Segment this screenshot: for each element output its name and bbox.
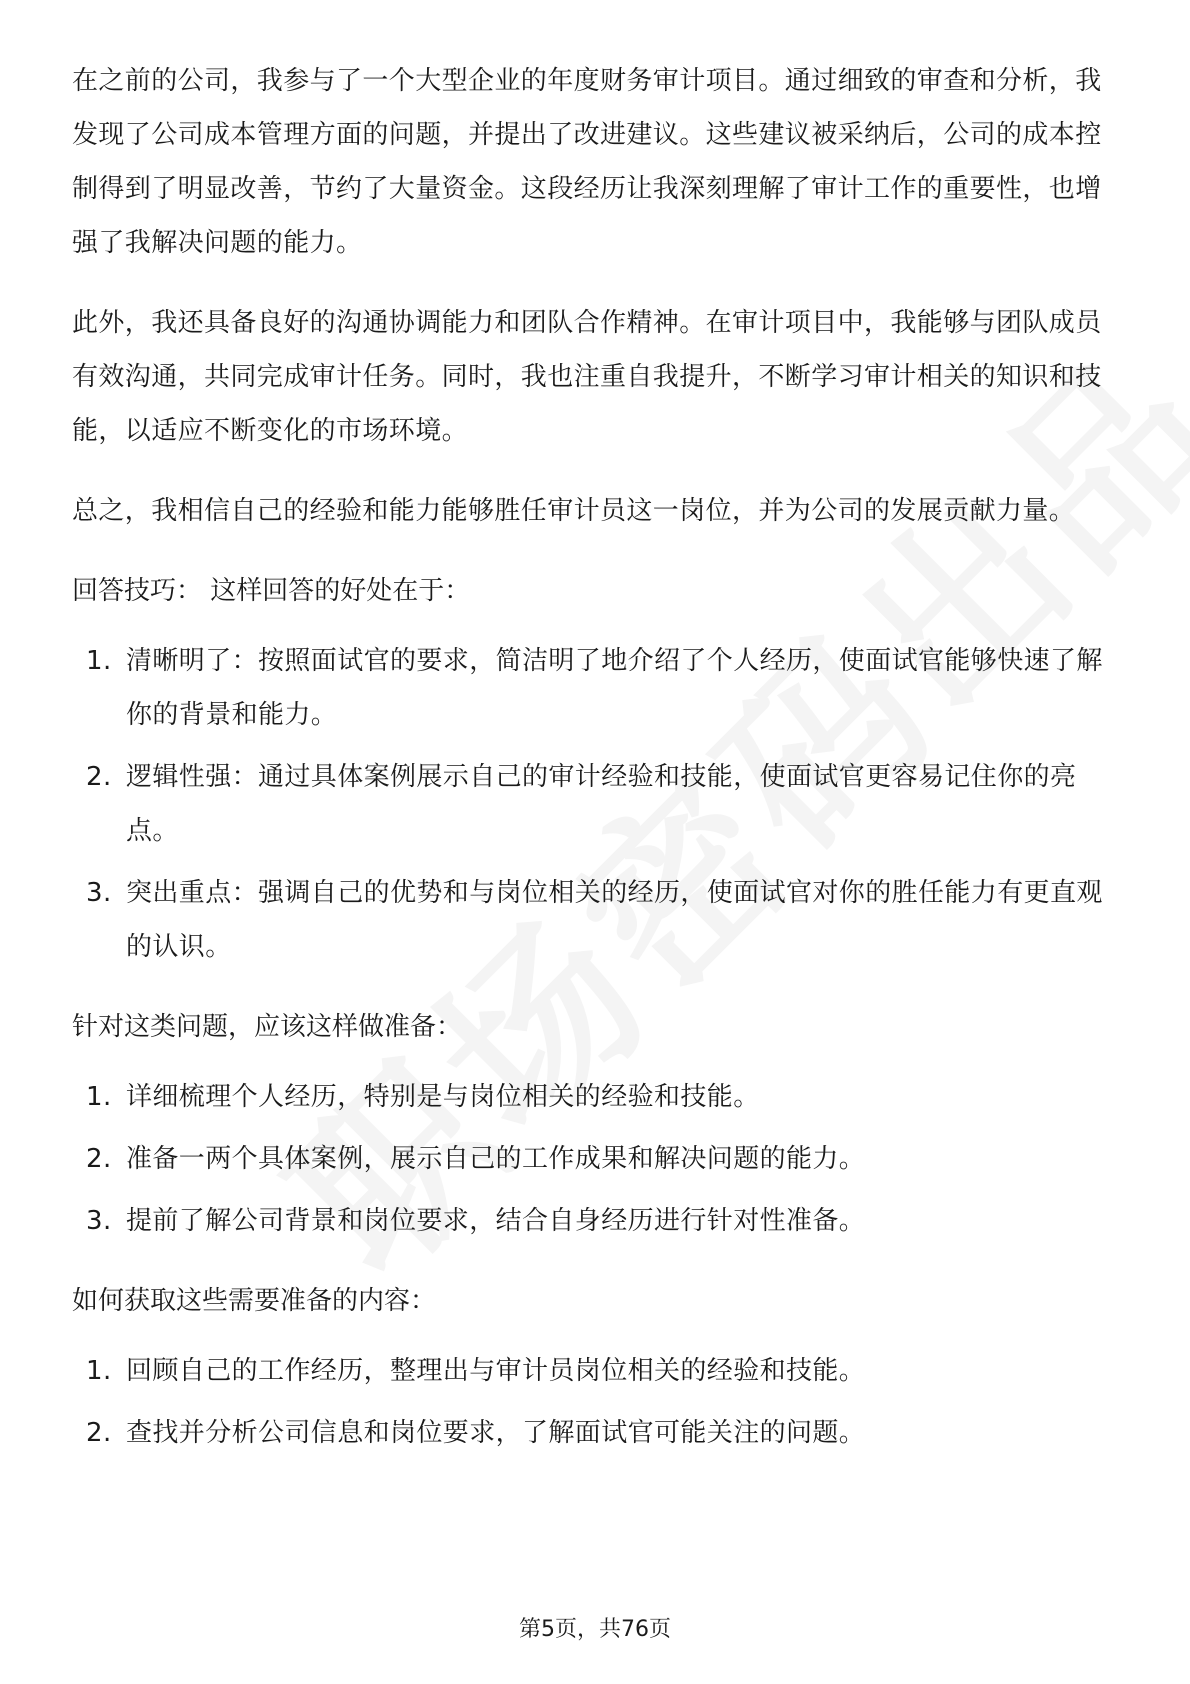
tips-heading: 回答技巧： 这样回答的好处在于：: [72, 576, 471, 606]
obtain-list: [72, 1344, 1118, 1460]
tips-list: [72, 634, 1118, 974]
paragraph-summary: 总之，我相信自己的经验和能力能够胜任审计员这一岗位，并为公司的发展贡献力量。: [72, 496, 1076, 526]
list-item: [72, 1194, 1118, 1248]
prepare-list: [72, 1070, 1118, 1248]
obtain-heading: 如何获取这些需要准备的内容：: [72, 1286, 437, 1316]
list-item: [72, 1344, 1118, 1398]
list-item-text: 详细梳理个人经历，特别是与岗位相关的经验和技能。: [126, 1082, 760, 1112]
list-item-text: 突出重点：强调自己的优势和与岗位相关的经历，使面试官对你的胜任能力有更直观的认识。: [126, 878, 1103, 962]
list-item-text: 回顾自己的工作经历，整理出与审计员岗位相关的经验和技能。: [126, 1356, 866, 1386]
list-number: 1.: [86, 1356, 112, 1386]
document-page: [72, 54, 1118, 1486]
list-number: 2.: [86, 1144, 112, 1174]
list-item-text: 准备一两个具体案例，展示自己的工作成果和解决问题的能力。: [126, 1144, 866, 1174]
list-number: 2.: [86, 1418, 112, 1448]
list-item-text: 提前了解公司背景和岗位要求，结合自身经历进行针对性准备。: [126, 1206, 866, 1236]
list-item: [72, 1132, 1118, 1186]
list-item-text: 清晰明了：按照面试官的要求，简洁明了地介绍了个人经历，使面试官能够快速了解你的背景和能力。: [126, 646, 1103, 730]
list-item: [72, 750, 1118, 858]
list-item: [72, 1070, 1118, 1124]
page-footer: 第5页，共76页: [519, 1617, 671, 1642]
paragraph-skills: 此外，我还具备良好的沟通协调能力和团队合作精神。在审计项目中，我能够与团队成员有效沟通，共同完成审计任务。同时，我也注重自我提升，不断学习审计相关的知识和技能，以适应不断变化的市场环境。: [72, 308, 1102, 446]
list-item-text: 逻辑性强：通过具体案例展示自己的审计经验和技能，使面试官更容易记住你的亮点。: [126, 762, 1077, 846]
prepare-heading: 针对这类问题，应该这样做准备：: [72, 1012, 463, 1042]
list-item: [72, 634, 1118, 742]
list-item: [72, 866, 1118, 974]
list-number: 1.: [86, 1082, 112, 1112]
list-number: 3.: [86, 878, 112, 908]
list-number: 3.: [86, 1206, 112, 1236]
list-item: [72, 1406, 1118, 1460]
list-number: 2.: [86, 762, 112, 792]
list-item-text: 查找并分析公司信息和岗位要求，了解面试官可能关注的问题。: [126, 1418, 866, 1448]
list-number: 1.: [86, 646, 112, 676]
paragraph-experience: 在之前的公司，我参与了一个大型企业的年度财务审计项目。通过细致的审查和分析，我发现了公司成本管理方面的问题，并提出了改进建议。这些建议被采纳后，公司的成本控制得到了明显改善，节约了大量资金。这段经历让我深刻理解了审计工作的重要性，也增强了我解决问题的能力。: [72, 66, 1102, 258]
